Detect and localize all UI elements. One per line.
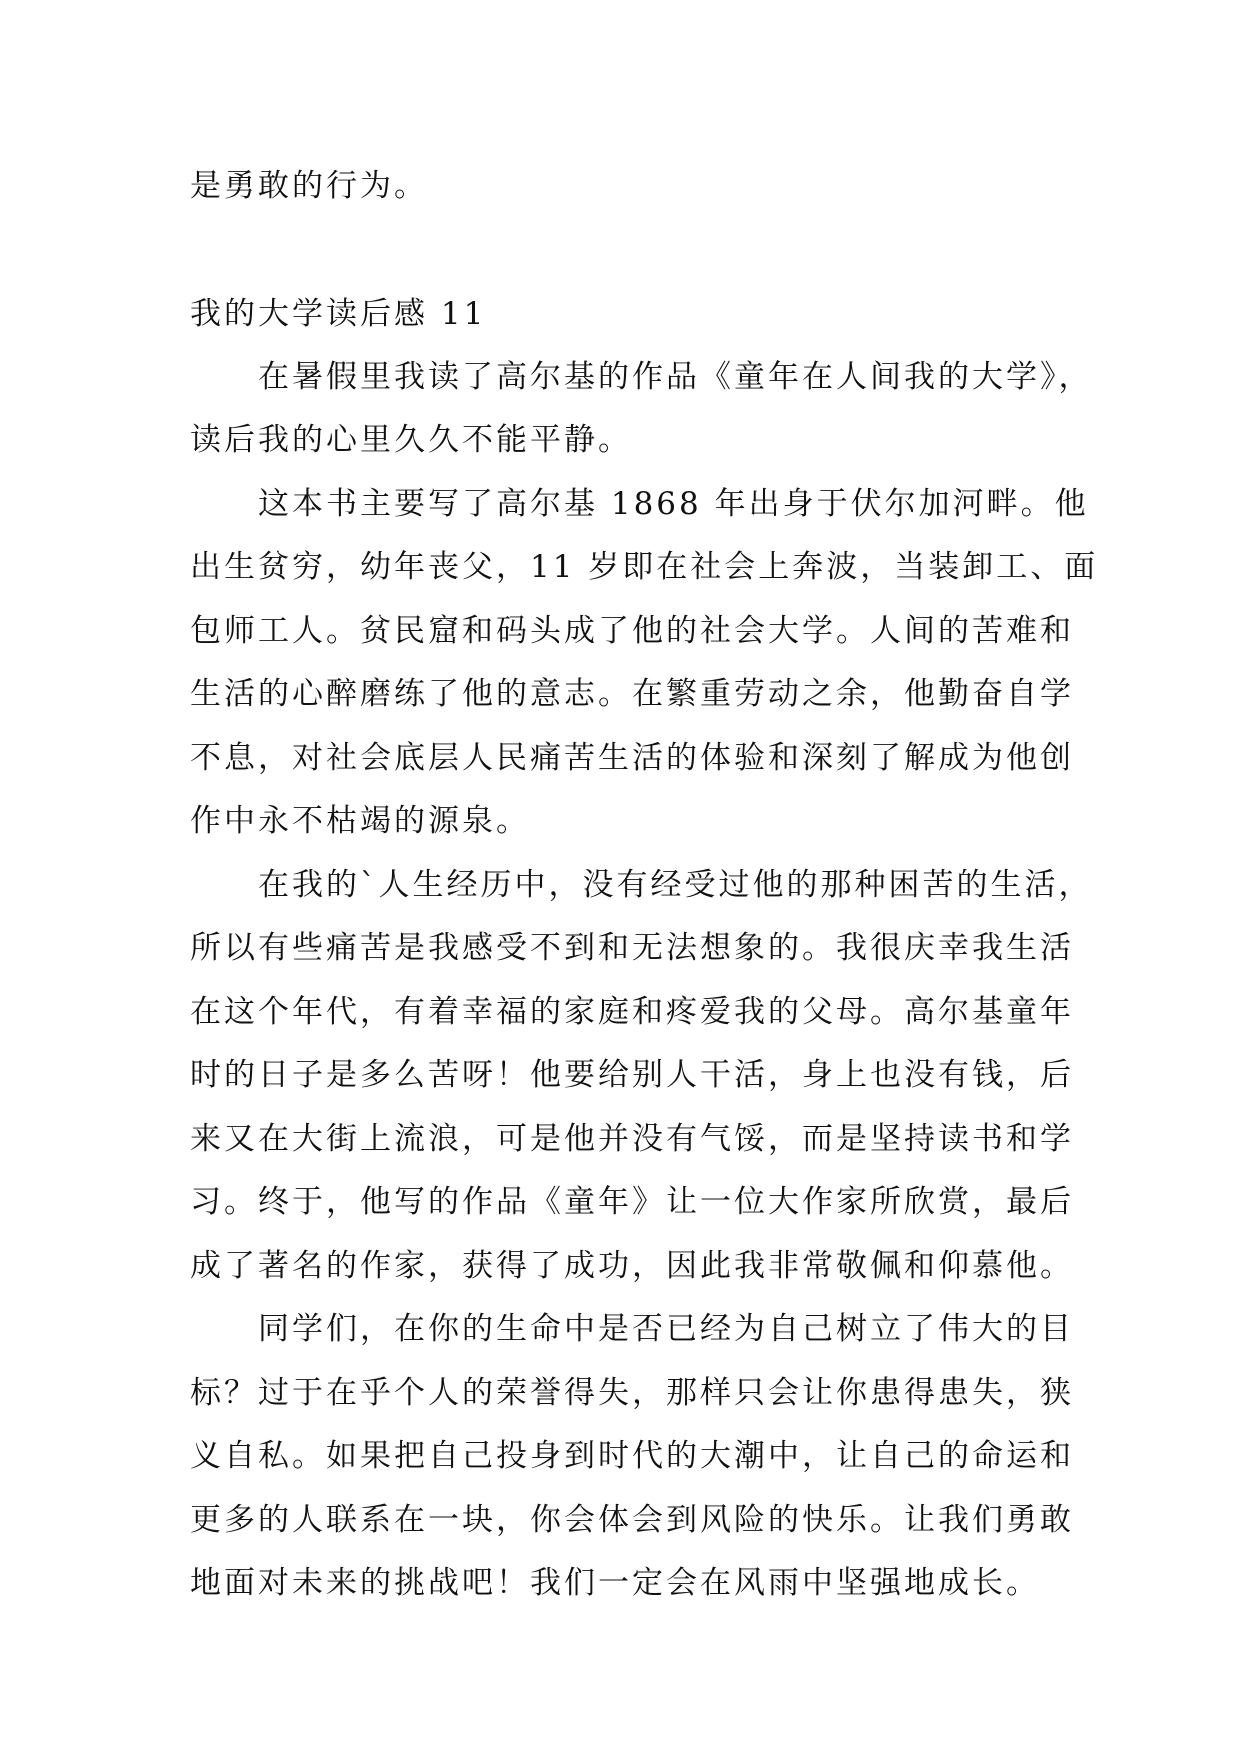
paragraph-1-line-1: 在暑假里我读了高尔基的作品《童年在人间我的大学》， bbox=[258, 359, 1093, 395]
paragraph-4-line-2: 标？过于在乎个人的荣誉得失，那样只会让你患得患失，狭 bbox=[190, 1375, 1074, 1411]
paragraph-3-line-6: 习。终于，他写的作品《童年》让一位大作家所欣赏，最后 bbox=[190, 1184, 1074, 1220]
text-line-closing: 是勇敢的行为。 bbox=[190, 168, 428, 204]
paragraph-2-line-2: 出生贫穷，幼年丧父，11 岁即在社会上奔波，当装卸工、面 bbox=[190, 549, 1099, 585]
paragraph-3-line-4: 时的日子是多么苦呀！他要给别人干活，身上也没有钱，后 bbox=[190, 1057, 1074, 1093]
paragraph-4-line-4: 更多的人联系在一块，你会体会到风险的快乐。让我们勇敢 bbox=[190, 1502, 1074, 1538]
paragraph-3-line-5: 来又在大街上流浪，可是他并没有气馁，而是坚持读书和学 bbox=[190, 1121, 1074, 1157]
paragraph-3-line-2: 所以有些痛苦是我感受不到和无法想象的。我很庆幸我生活 bbox=[190, 930, 1074, 966]
paragraph-1-line-2: 读后我的心里久久不能平静。 bbox=[190, 422, 632, 458]
section-heading: 我的大学读后感 11 bbox=[190, 296, 487, 332]
paragraph-2-line-5: 不息，对社会底层人民痛苦生活的体验和深刻了解成为他创 bbox=[190, 740, 1074, 776]
paragraph-2-line-6: 作中永不枯竭的源泉。 bbox=[190, 803, 530, 839]
paragraph-3-line-1: 在我的`人生经历中，没有经受过他的那种困苦的生活， bbox=[258, 867, 1093, 903]
paragraph-3-line-7: 成了著名的作家，获得了成功，因此我非常敬佩和仰慕他。 bbox=[190, 1248, 1074, 1284]
paragraph-2-line-3: 包师工人。贫民窟和码头成了他的社会大学。人间的苦难和 bbox=[190, 613, 1074, 649]
paragraph-4-line-1: 同学们，在你的生命中是否已经为自己树立了伟大的目 bbox=[258, 1311, 1074, 1347]
paragraph-4-line-5: 地面对未来的挑战吧！我们一定会在风雨中坚强地成长。 bbox=[190, 1565, 1040, 1601]
paragraph-2-line-1: 这本书主要写了高尔基 1868 年出身于伏尔加河畔。他 bbox=[258, 486, 1089, 522]
paragraph-4-line-3: 义自私。如果把自己投身到时代的大潮中，让自己的命运和 bbox=[190, 1438, 1074, 1474]
paragraph-2-line-4: 生活的心醉磨练了他的意志。在繁重劳动之余，他勤奋自学 bbox=[190, 676, 1074, 712]
paragraph-3-line-3: 在这个年代，有着幸福的家庭和疼爱我的父母。高尔基童年 bbox=[190, 994, 1074, 1030]
